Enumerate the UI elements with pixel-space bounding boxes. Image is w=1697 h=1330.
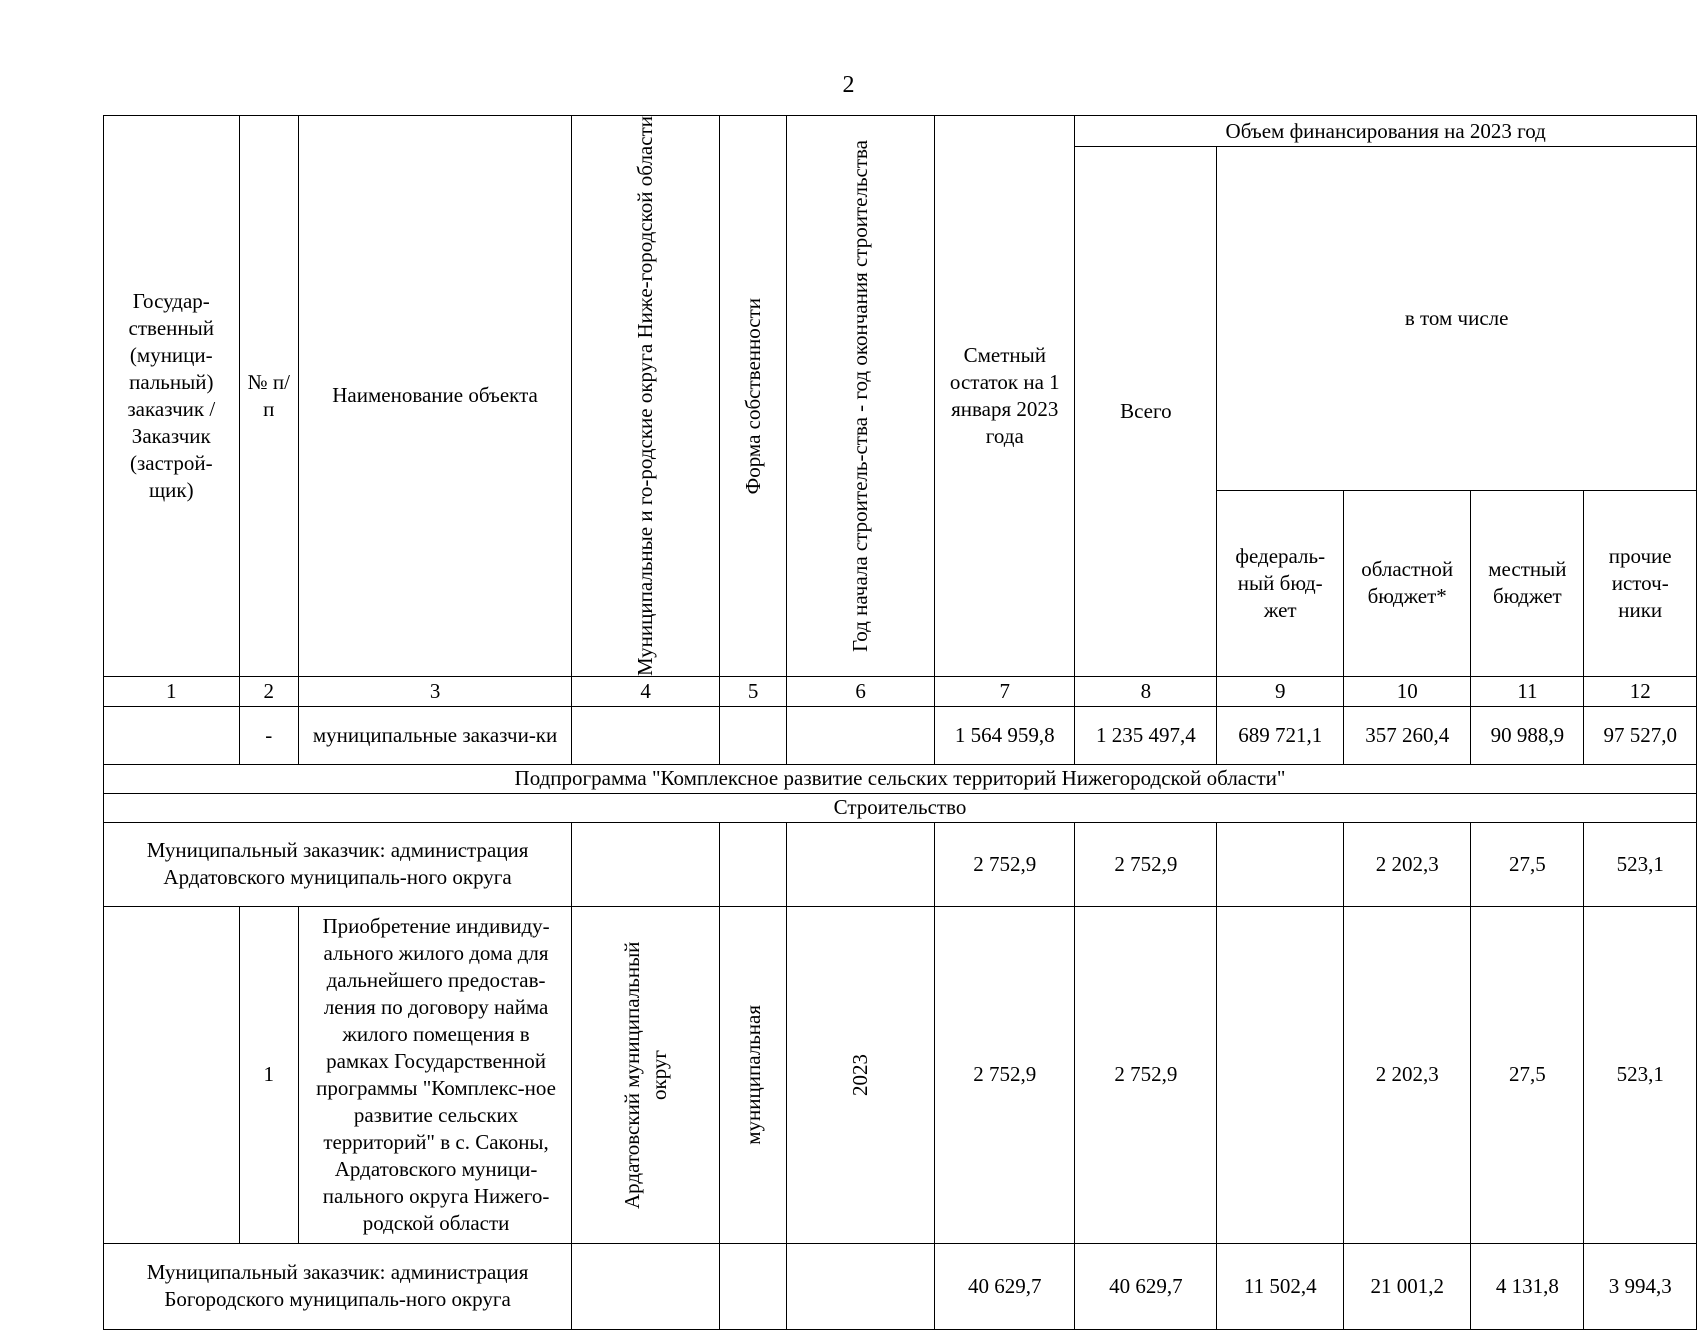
row-num: - — [239, 706, 298, 764]
column-number: 9 — [1217, 676, 1344, 706]
local-value: 90 988,9 — [1471, 706, 1584, 764]
header-federal: федераль-ный бюд-жет — [1217, 490, 1344, 676]
years-cell: 2023 — [787, 906, 935, 1243]
column-number: 2 — [239, 676, 298, 706]
federal-value — [1217, 822, 1344, 906]
ardatov-customer-row — [104, 822, 1697, 906]
header-customer: Государ-ственный (муници-пальный) заказчик / Заказчик (застрой-щик) — [104, 116, 240, 677]
item-row — [104, 906, 1697, 1243]
column-number: 1 — [104, 676, 240, 706]
estimate-value: 2 752,9 — [935, 822, 1075, 906]
header-estimate: Сметный остаток на 1 января 2023 года — [935, 116, 1075, 677]
page-number: 2 — [842, 72, 855, 98]
header-years: Год начала строитель-ства - год окончания строительства — [787, 116, 935, 677]
other-value: 97 527,0 — [1584, 706, 1697, 764]
column-number: 11 — [1471, 676, 1584, 706]
customer-label: Муниципальный заказчик: администрация Ардатовского муниципаль-ного округа — [104, 822, 572, 906]
column-number: 8 — [1075, 676, 1217, 706]
total-value: 1 235 497,4 — [1075, 706, 1217, 764]
bogorodsk-customer-row — [104, 1243, 1697, 1329]
empty-cell — [720, 706, 787, 764]
district-cell: Ардатовский муниципальный округ — [572, 906, 720, 1243]
column-number-row — [104, 676, 1697, 706]
header-total: Всего — [1075, 147, 1217, 677]
empty-cell — [572, 822, 720, 906]
empty-cell — [720, 1243, 787, 1329]
row-num: 1 — [239, 906, 298, 1243]
header-ownership: Форма собственности — [720, 116, 787, 677]
customer-label: Муниципальный заказчик: администрация Богородского муниципаль-ного округа — [104, 1243, 572, 1329]
empty-cell — [104, 706, 240, 764]
empty-cell — [720, 822, 787, 906]
header-regional: областной бюджет* — [1344, 490, 1471, 676]
empty-cell — [787, 706, 935, 764]
header-local: местный бюджет — [1471, 490, 1584, 676]
column-number: 7 — [935, 676, 1075, 706]
total-value: 2 752,9 — [1075, 906, 1217, 1243]
regional-value: 357 260,4 — [1344, 706, 1471, 764]
empty-cell — [104, 906, 240, 1243]
municipal-customers-row — [104, 706, 1697, 764]
federal-value: 689 721,1 — [1217, 706, 1344, 764]
column-number: 4 — [572, 676, 720, 706]
header-funding-group: Объем финансирования на 2023 год — [1075, 116, 1697, 147]
row-name: Приобретение индивиду-ального жилого дома для дальнейшего предостав-ления по договору найма жилого помещения в рамках Государственной программы "Комплекс-ное развитие сельских территорий" в с. Саконы, Ардатовского муници-пального округа Нижего-родской области — [298, 906, 571, 1243]
column-number: 6 — [787, 676, 935, 706]
local-value: 27,5 — [1471, 906, 1584, 1243]
regional-value: 2 202,3 — [1344, 822, 1471, 906]
ownership-cell: муниципальная — [720, 906, 787, 1243]
header-object-name: Наименование объекта — [298, 116, 571, 677]
estimate-value: 2 752,9 — [935, 906, 1075, 1243]
other-value: 523,1 — [1584, 822, 1697, 906]
federal-value: 11 502,4 — [1217, 1243, 1344, 1329]
empty-cell — [787, 822, 935, 906]
column-number: 10 — [1344, 676, 1471, 706]
other-value: 3 994,3 — [1584, 1243, 1697, 1329]
subprogram-title: Подпрограмма "Комплексное развитие сельских территорий Нижегородской области" — [104, 764, 1697, 793]
empty-cell — [572, 1243, 720, 1329]
empty-cell — [572, 706, 720, 764]
local-value: 4 131,8 — [1471, 1243, 1584, 1329]
row-name: муниципальные заказчи-ки — [298, 706, 571, 764]
regional-value: 21 001,2 — [1344, 1243, 1471, 1329]
section-title: Строительство — [104, 793, 1697, 822]
federal-value — [1217, 906, 1344, 1243]
local-value: 27,5 — [1471, 822, 1584, 906]
column-number: 3 — [298, 676, 571, 706]
header-districts: Муниципальные и го-родские округа Нижe-городской области — [572, 116, 720, 677]
estimate-value: 1 564 959,8 — [935, 706, 1075, 764]
other-value: 523,1 — [1584, 906, 1697, 1243]
regional-value: 2 202,3 — [1344, 906, 1471, 1243]
estimate-value: 40 629,7 — [935, 1243, 1075, 1329]
header-num: № п/п — [239, 116, 298, 677]
empty-cell — [787, 1243, 935, 1329]
header-other: прочие источ-ники — [1584, 490, 1697, 676]
total-value: 2 752,9 — [1075, 822, 1217, 906]
header-including: в том числе — [1217, 147, 1697, 491]
column-number: 12 — [1584, 676, 1697, 706]
financing-table — [103, 115, 1697, 1330]
total-value: 40 629,7 — [1075, 1243, 1217, 1329]
column-number: 5 — [720, 676, 787, 706]
